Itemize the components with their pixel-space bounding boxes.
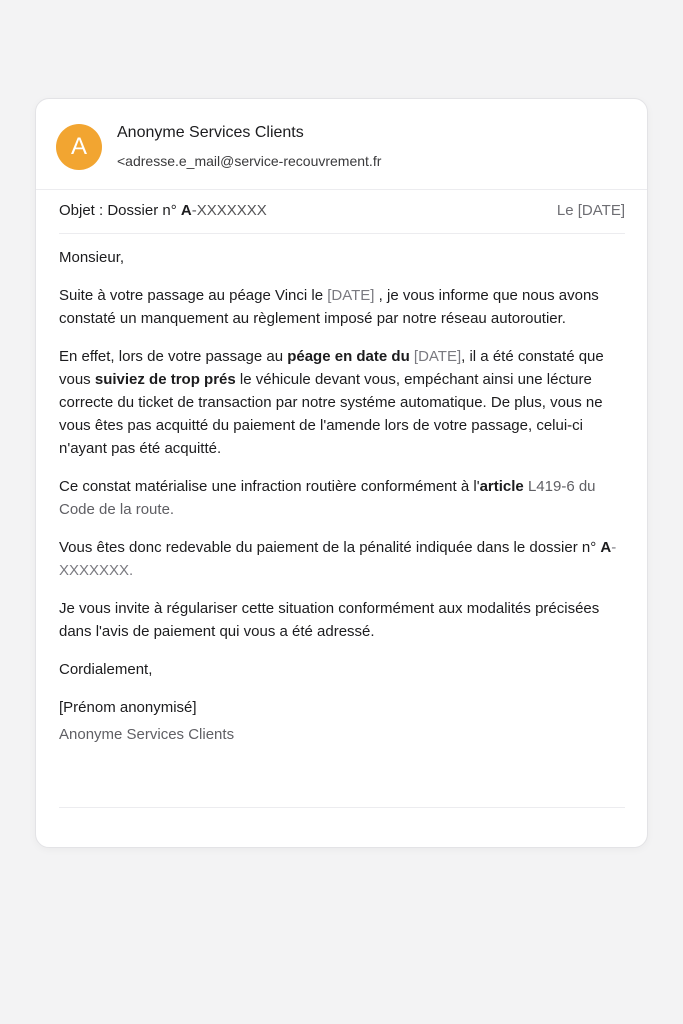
- p2-bold-1: péage en date du: [287, 348, 410, 365]
- p2-date-placeholder: [DATE]: [409, 348, 462, 365]
- email-subject: [59, 202, 267, 219]
- paragraph-3: [59, 475, 625, 521]
- email-date: Le [DATE]: [556, 202, 625, 219]
- email-header: [36, 99, 647, 190]
- signature-org: Anonyme Services Clients: [59, 726, 235, 743]
- p3-bold: article: [479, 478, 524, 495]
- subject-file-placeholder: -XXXXXXX: [191, 202, 267, 219]
- paragraph-1: [59, 284, 625, 330]
- p1-date-placeholder: [DATE]: [327, 287, 375, 304]
- p2-text-b: , il a été constaté que vous: [59, 348, 604, 388]
- p2-text-c: le véhicule devant vous, empéchant ainsi une lécture correcte du ticket de transaction par notre systéme automatique. De plus, vous ne vous êtes pas acquitté du paiement de l'amende lors de votre passage, celui-ci n'ayant pas été acquitté.: [59, 371, 603, 457]
- p4-file-letter: A: [600, 539, 612, 556]
- footer-divider: [59, 807, 625, 808]
- paragraph-4: [59, 536, 625, 582]
- paragraph-5: Je vous invite à régulariser cette situation conformément aux modalités précisées dans l'avis de paiement qui vous a été adressé.: [59, 600, 600, 640]
- paragraph-2: [59, 345, 625, 460]
- p2-text-a: En effet, lors de votre passage au: [59, 348, 288, 365]
- email-card: [35, 98, 648, 848]
- subject-prefix: Objet : Dossier n°: [59, 202, 181, 219]
- subject-file-letter: A: [180, 202, 192, 219]
- p3-text-a: Ce constat matérialise une infraction routière conformément à l': [59, 478, 480, 495]
- greeting: Monsieur,: [59, 249, 125, 266]
- email-body: [59, 246, 625, 761]
- sender-email[interactable]: <adresse.e_mail@service-recouvrement.fr: [117, 153, 382, 169]
- p1-text-a: Suite à votre passage au péage Vinci le: [59, 287, 328, 304]
- p3-text-b: L419-6 du Code de la route.: [59, 478, 596, 518]
- sender-avatar[interactable]: A: [56, 124, 102, 170]
- subject-row: [59, 189, 625, 234]
- sender-name[interactable]: Anonyme Services Clients: [117, 124, 304, 141]
- p4-file-placeholder: -XXXXXXX.: [59, 539, 617, 579]
- p2-bold-2: suiviez de trop prés: [94, 371, 236, 388]
- p4-text-a: Vous êtes donc redevable du paiement de la pénalité indiquée dans le dossier n°: [59, 539, 601, 556]
- p1-text-b: , je vous informe que nous avons constaté un manquement au règlement imposé par notre réseau autoroutier.: [59, 287, 599, 327]
- signature-name: [Prénom anonymisé]: [59, 699, 197, 716]
- closing: Cordialement,: [59, 661, 153, 678]
